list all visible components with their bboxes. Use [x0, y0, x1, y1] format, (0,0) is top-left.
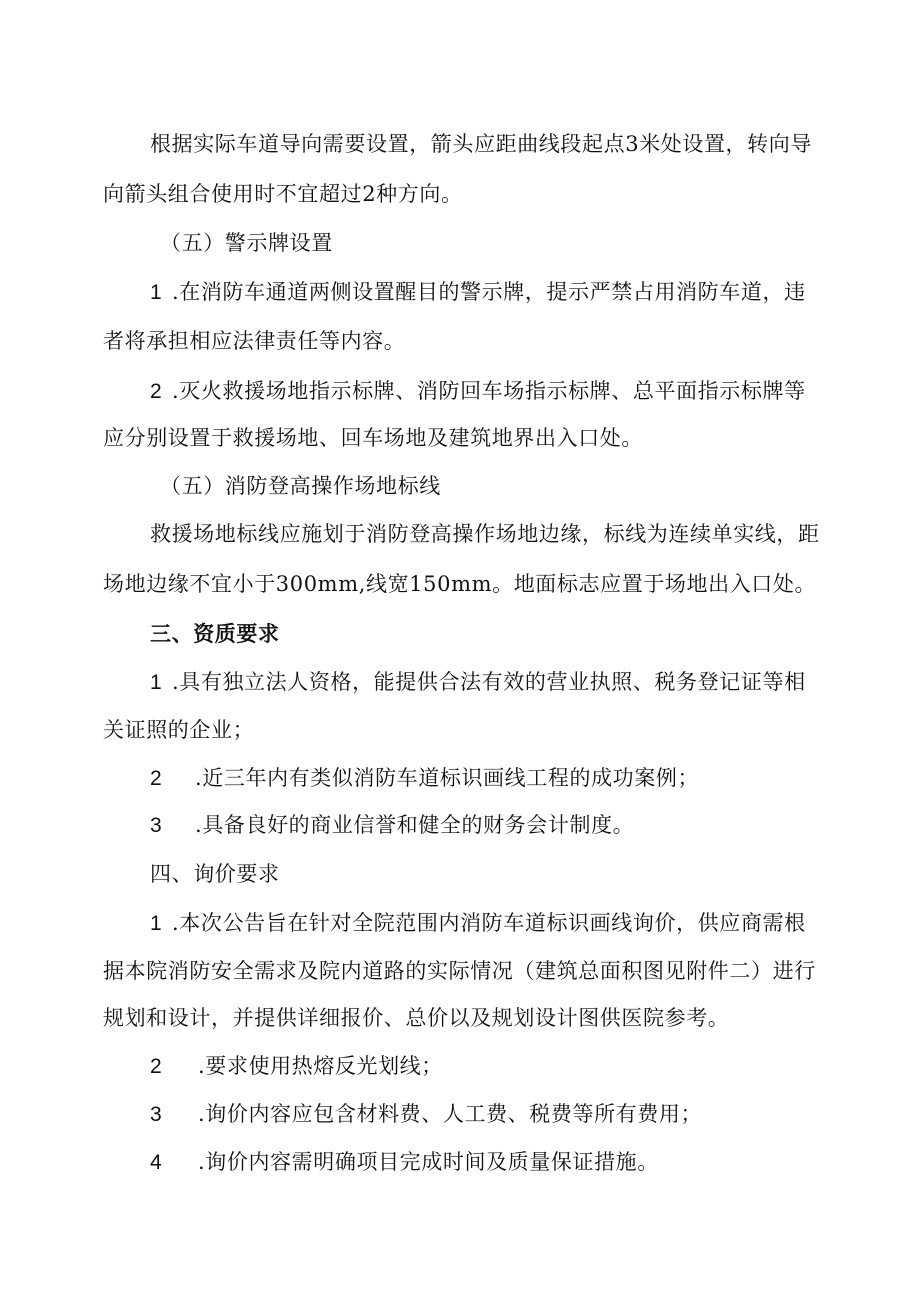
list-item — [150, 909, 806, 938]
section-heading — [160, 229, 333, 257]
paragraph-line — [150, 520, 820, 548]
section-heading — [150, 860, 280, 888]
list-item — [150, 278, 806, 307]
item-number: 2 — [150, 380, 163, 403]
paragraph-line — [103, 957, 816, 985]
line-text: （五）警示牌设置 — [160, 231, 333, 255]
list-item — [150, 1100, 702, 1129]
list-item — [150, 668, 806, 697]
line-text: 据本院消防安全需求及院内道路的实际情况（建筑总面积图见附件二）进行 — [103, 959, 816, 983]
list-item — [150, 764, 699, 793]
line-text: 根据实际车道导向需要设置，箭头应距曲线段起点3米处设置，转向导 — [150, 132, 812, 156]
item-number: 1 — [150, 671, 163, 694]
paragraph-line — [103, 327, 405, 355]
line-text: 应分别设置于救援场地、回车场地及建筑地界出入口处。 — [103, 426, 643, 450]
line-text: .询价内容需明确项目完成时间及质量保证措施。 — [198, 1150, 659, 1174]
item-number: 3 — [150, 814, 163, 837]
list-item — [150, 1148, 659, 1177]
line-text: 者将承担相应法律责任等内容。 — [103, 329, 406, 353]
item-number: 3 — [150, 1103, 163, 1126]
paragraph-line — [103, 716, 254, 744]
line-text: .在消防车通道两侧设置醒目的警示牌，提示严禁占用消防车道，违 — [172, 280, 806, 304]
section-heading — [160, 472, 441, 500]
line-text: 关证照的企业； — [103, 718, 255, 742]
paragraph-line — [103, 424, 643, 452]
section-heading — [150, 620, 280, 648]
list-item — [150, 377, 806, 406]
line-text: 救援场地标线应施划于消防登高操作场地边缘，标线为连续单实线，距 — [150, 522, 820, 546]
item-number: 1 — [150, 281, 163, 304]
item-number: 1 — [150, 912, 163, 935]
list-item — [150, 1052, 443, 1081]
line-text: .灭火救援场地指示标牌、消防回车场指示标牌、总平面指示标牌等 — [172, 379, 806, 403]
item-number: 2 — [150, 767, 163, 790]
paragraph-line — [103, 1004, 729, 1032]
list-item — [150, 811, 634, 840]
paragraph-line — [150, 130, 812, 158]
paragraph-line — [103, 180, 463, 208]
line-text: 三、资质要求 — [150, 622, 280, 646]
line-text: （五）消防登高操作场地标线 — [160, 474, 441, 498]
line-text: .要求使用热熔反光划线； — [198, 1054, 443, 1078]
line-text: 四、询价要求 — [150, 862, 280, 886]
line-text: 规划和设计，并提供详细报价、总价以及规划设计图供医院参考。 — [103, 1006, 730, 1030]
line-text: .近三年内有类似消防车道标识画线工程的成功案例； — [195, 766, 700, 790]
line-text: .本次公告旨在针对全院范围内消防车道标识画线询价，供应商需根 — [172, 911, 806, 935]
line-text: 场地边缘不宜小于300mm,线宽150mm。地面标志应置于场地出入口处。 — [103, 572, 817, 596]
line-text: 向箭头组合使用时不宜超过2种方向。 — [103, 182, 463, 206]
item-number: 4 — [150, 1151, 163, 1174]
line-text: .询价内容应包含材料费、人工费、税费等所有费用； — [198, 1102, 703, 1126]
paragraph-line — [103, 570, 816, 598]
line-text: .具备良好的商业信誉和健全的财务会计制度。 — [195, 813, 635, 837]
line-text: .具有独立法人资格，能提供合法有效的营业执照、税务登记证等相 — [172, 670, 806, 694]
item-number: 2 — [150, 1055, 163, 1078]
